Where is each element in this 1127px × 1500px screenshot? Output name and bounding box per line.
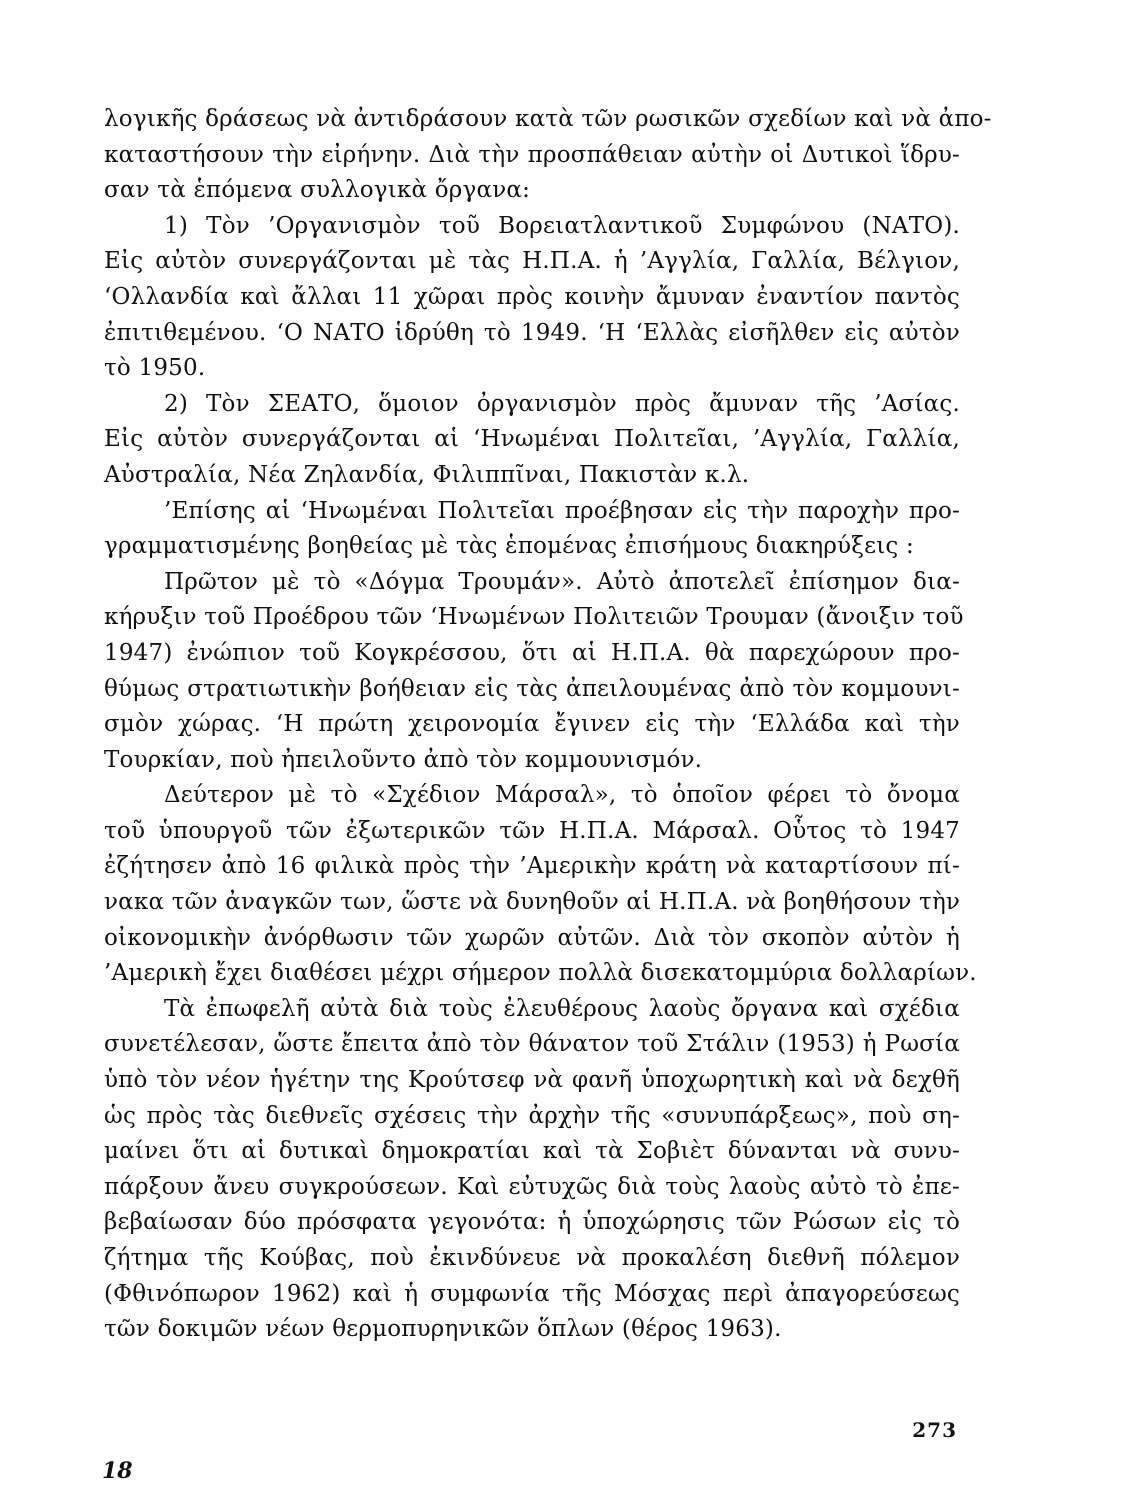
text-line: σμὸν χώρας. ‘Η πρώτη χειρονομία ἔγινεν εἰς τὴν ‘Ελλάδα καὶ τὴν [104,711,960,738]
text-line: ζήτημα τῆς Κούβας, ποὺ ἐκινδύνευε νὰ προκαλέση διεθνῆ πόλεμον [104,1245,960,1271]
text-line: μαίνει ὅτι αἱ δυτικαὶ δημοκρατίαι καὶ τὰ Σοβιὲτ δύνανται νὰ συνυ- [104,1138,960,1165]
text-line: ὑπὸ τὸν νέον ἡγέτην της Κρούτσεφ νὰ φανῆ ὑποχωρητικὴ καὶ νὰ δεχθῆ [104,1067,960,1094]
text-line: Τουρκίαν, ποὺ ἠπειλοῦντο ἀπὸ τὸν κομμουνισμόν. [104,746,703,773]
text-line: σαν τὰ ἑπόμενα συλλογικὰ ὄργανα: [104,177,531,204]
text-line: (Φθινόπωρον 1962) καὶ ἡ συμφωνία τῆς Μόσχας περὶ ἀπαγορεύσεως [104,1280,960,1307]
text-line: Δεύτερον μὲ τὸ «Σχέδιον Μάρσαλ», τὸ ὁποῖον φέρει τὸ ὄνομα [164,782,960,809]
text-line: 2) Τὸν ΣΕΑΤΟ, ὅμοιον ὀργανισμὸν πρὸς ἄμυναν τῆς ’Ασίας. [164,390,960,417]
text-line: ὡς πρὸς τὰς διεθνεῖς σχέσεις τὴν ἀρχὴν τῆς «συνυπάρξεως», ποὺ ση- [104,1102,960,1129]
text-line: θύμως στρατιωτικὴν βοήθειαν εἰς τὰς ἀπειλουμένας ἀπὸ τὸν κομμουνι- [104,675,960,702]
text-line: ἐπιτιθεμένου. ‘Ο ΝΑΤΟ ἱδρύθη τὸ 1949. ‘Η ‘Ελλὰς εἰσῆλθεν εἰς αὐτὸν [104,319,960,346]
text-line: ’Επίσης αἱ ‘Ηνωμέναι Πολιτεῖαι προέβησαν εἰς τὴν παροχὴν προ- [164,497,960,524]
text-line: Πρῶτον μὲ τὸ «Δόγμα Τρουμάν». Αὐτὸ ἀποτελεῖ ἐπίσημον δια- [164,568,960,595]
text-line: ’Αμερικὴ ἔχει διαθέσει μέχρι σήμερον πολλὰ δισεκατομμύρια δολλαρίων. [104,960,977,987]
text-line: 1947) ἐνώπιον τοῦ Κογκρέσσου, ὅτι αἱ Η.Π.Α. θὰ παρεχώρουν προ- [104,639,960,666]
text-line: 1) Τὸν ’Οργανισμὸν τοῦ Βορειατλαντικοῦ Συμφώνου (ΝΑΤΟ). [164,212,960,239]
page-number: 273 [912,1418,957,1442]
text-line: οἰκονομικὴν ἀνόρθωσιν τῶν χωρῶν αὐτῶν. Διὰ τὸν σκοπὸν αὐτὸν ἡ [104,924,960,951]
text-line: γραμματισμένης βοηθείας μὲ τὰς ἑπομένας ἐπισήμους διακηρύξεις : [104,533,914,560]
text-line: Τὰ ἐπωφελῆ αὐτὰ διὰ τοὺς ἐλευθέρους λαοὺς ὄργανα καὶ σχέδια [164,995,960,1022]
text-line: νακα τῶν ἀναγκῶν των, ὥστε νὰ δυνηθοῦν αἱ Η.Π.Α. νὰ βοηθήσουν τὴν [104,889,961,916]
text-line: βεβαίωσαν δύο πρόσφατα γεγονότα: ἡ ὑποχώρησις τῶν Ρώσων εἰς τὸ [104,1209,960,1236]
text-line: τῶν δοκιμῶν νέων θερμοπυρηνικῶν ὅπλων (θέρος 1963). [104,1316,782,1343]
text-line: τὸ 1950. [104,355,206,382]
body-text [104,102,992,1348]
text-line: πάρξουν ἄνευ συγκρούσεων. Καὶ εὐτυχῶς διὰ τοὺς λαοὺς αὐτὸ τὸ ἐπε- [104,1173,960,1200]
text-line: κήρυξιν τοῦ Προέδρου τῶν ‘Ηνωμένων Πολιτειῶν Τρουμαν (ἄνοιξιν τοῦ [104,604,964,631]
text-line: ‘Ολλανδία καὶ ἄλλαι 11 χῶραι πρὸς κοινὴν ἄμυναν ἐναντίον παντὸς [104,283,960,310]
text-line: Εἰς αὐτὸν συνεργάζονται αἱ ‘Ηνωμέναι Πολιτεῖαι, ’Αγγλία, Γαλλία, [104,426,960,453]
text-line: συνετέλεσαν, ὥστε ἔπειτα ἀπὸ τὸν θάνατον τοῦ Στάλιν (1953) ἡ Ρωσία [104,1031,960,1058]
text-line: τοῦ ὑπουργοῦ τῶν ἐξωτερικῶν τῶν Η.Π.Α. Μάρσαλ. Οὗτος τὸ 1947 [104,817,960,844]
text-line: λογικῆς δράσεως νὰ ἀντιδράσουν κατὰ τῶν ρωσικῶν σχεδίων καὶ νὰ ἀπο- [104,106,992,132]
text-line: Εἰς αὐτὸν συνεργάζονται μὲ τὰς Η.Π.Α. ἡ ’Αγγλία, Γαλλία, Βέλγιον, [104,248,960,275]
text-line: ἐζήτησεν ἀπὸ 16 φιλικὰ πρὸς τὴν ’Αμερικὴν κράτη νὰ καταρτίσουν πί- [104,853,960,880]
text-line: καταστήσουν τὴν εἰρήνην. Διὰ τὴν προσπάθειαν αὐτὴν οἱ Δυτικοὶ ἵδρυ- [104,141,960,168]
text-line: Αὐστραλία, Νέα Ζηλανδία, Φιλιππῖναι, Πακιστὰν κ.λ. [104,461,750,488]
signature-mark: 18 [102,1458,133,1484]
